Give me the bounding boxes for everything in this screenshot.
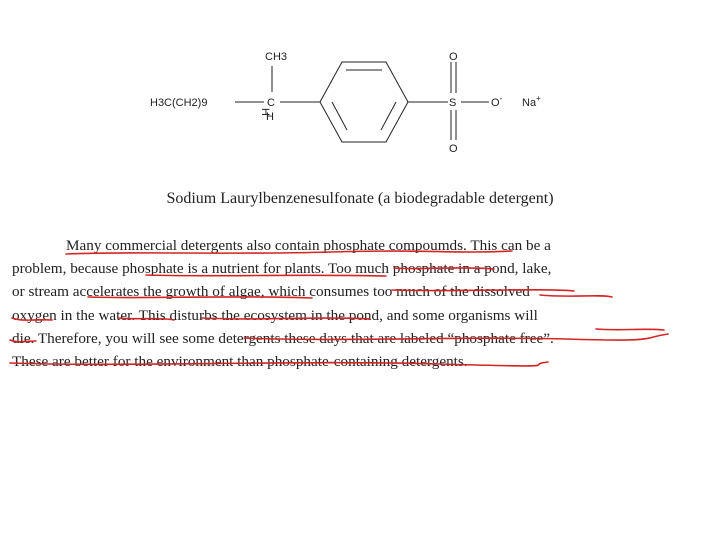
hydrogen-bottom-label: H: [266, 111, 274, 123]
ring-double-bond-3: [381, 102, 396, 130]
paragraph-line: Many commercial detergents also contain phosphate compoumds. This can be a: [66, 237, 551, 254]
paragraph-line: These are better for the environment than phosphate-containing detergents.: [12, 353, 468, 371]
oxygen-top-label: O: [449, 51, 458, 63]
central-carbon-label: C: [267, 97, 275, 109]
sodium-counter-ion-label: Na+: [522, 94, 541, 109]
figure-caption: Sodium Laurylbenzenesulfonate (a biodegradable detergent): [166, 190, 554, 207]
oxygen-anion-label: O-: [491, 94, 503, 109]
methyl-group-label: CH3: [265, 51, 288, 63]
paragraph-line: problem, because phosphate is a nutrient for plants. Too much phosphate in a pond, lake,: [12, 260, 552, 278]
alkyl-chain-label: H3C(CH2)9: [150, 97, 208, 109]
paragraph-line: die. Therefore, you will see some detergents these days that are labeled “phosphate free”.: [12, 329, 554, 347]
paragraph-line: or stream accelerates the growth of algae, which consumes too much of the dissolved: [12, 283, 530, 301]
benzene-ring: [320, 62, 408, 142]
oxygen-bottom-label: O: [449, 143, 458, 155]
body-paragraph: [12, 234, 702, 373]
ring-double-bond-2: [332, 102, 347, 130]
sulfur-label: S: [449, 97, 457, 109]
paragraph-line: oxygen in the water. This disturbs the ecosystem in the pond, and some organisms will: [12, 306, 538, 324]
chemical-structure-diagram: [0, 0, 720, 180]
hydrogen-vertical-label: H: [259, 108, 271, 116]
